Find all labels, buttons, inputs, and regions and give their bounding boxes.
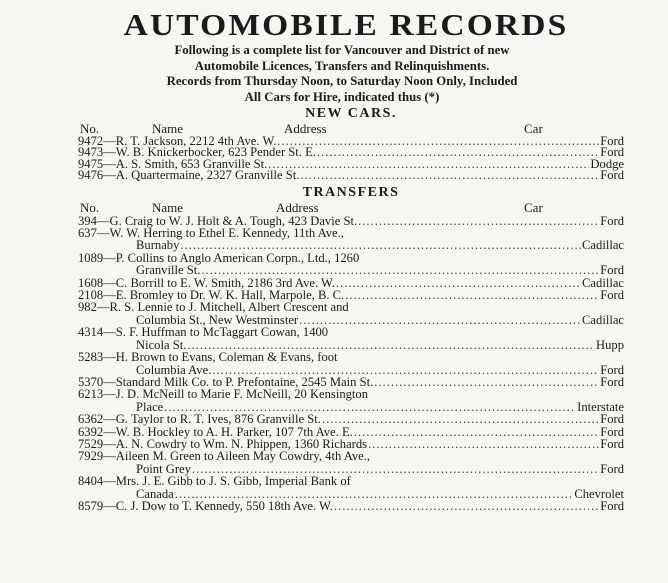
entry-line xyxy=(78,326,624,338)
entry-line xyxy=(78,413,624,425)
transfer-entry xyxy=(78,388,624,413)
entry-line xyxy=(78,264,624,276)
column-no: No. xyxy=(80,121,100,136)
leader-dots xyxy=(300,170,599,181)
page-title: AUTOMOBILE RECORDS xyxy=(123,7,569,42)
transfers-list xyxy=(78,215,624,513)
entry-line xyxy=(78,301,624,313)
transfer-entry xyxy=(78,475,624,500)
entry-text: 394—G. Craig to W. J. Holt & A. Tough, 423 Davie St. xyxy=(78,213,358,228)
entry-text: Burnaby xyxy=(136,238,180,253)
car-make: Ford xyxy=(600,288,624,303)
car-make: Chevrolet xyxy=(574,486,624,501)
entry-line xyxy=(78,475,624,487)
leader-dots xyxy=(345,289,599,301)
entry-text: Granville St. xyxy=(136,263,201,278)
leader-dots xyxy=(180,239,581,251)
entry-line xyxy=(78,170,624,181)
intro-line: Automobile Licences, Transfers and Relinquishments. xyxy=(194,58,490,73)
transfer-entry xyxy=(78,326,624,351)
entry-text: Canada xyxy=(136,486,174,501)
entry-text: 9473—W. B. Knickerbocker, 623 Pender St. E. xyxy=(78,145,316,160)
entry-line xyxy=(78,388,624,400)
transfer-entry xyxy=(78,252,624,277)
transfer-entry xyxy=(78,450,624,475)
leader-dots xyxy=(268,159,589,170)
entry-line xyxy=(78,239,624,251)
car-make: Ford xyxy=(600,436,624,451)
car-make: Cadillac xyxy=(582,238,624,253)
car-make: Ford xyxy=(600,362,624,377)
leader-dots xyxy=(299,314,581,326)
new-cars-list xyxy=(78,136,624,182)
intro-line: Records from Thursday Noon, to Saturday Noon Only, Included xyxy=(166,74,518,88)
leader-dots xyxy=(201,264,599,276)
entry-text: 7929—Aileen M. Green to Aileen May Cowdry, 4th Ave., xyxy=(78,449,371,464)
car-make: Ford xyxy=(600,498,624,513)
entry-text: 5370—Standard Milk Co. to P. Prefontaine, 2545 Main St. xyxy=(78,374,374,389)
entry-text: Place xyxy=(136,399,164,414)
entry-text: 4314—S. F. Huffman to McTaggart Cowan, 1400 xyxy=(78,325,329,340)
transfers-column-header xyxy=(78,201,624,215)
entry-text: 9476—A. Quartermaine, 2327 Granville St. xyxy=(78,168,300,183)
column-car: Car xyxy=(524,199,543,215)
entry-text: 2108—E. Bromley to Dr. W. K. Hall, Marpole, B. C. xyxy=(78,288,345,303)
transfers-heading: TRANSFERS xyxy=(302,184,400,200)
entry-text: 1089—P. Collins to Anglo American Corpn., Ltd., 1260 xyxy=(78,250,360,265)
leader-dots xyxy=(277,136,599,147)
entry-text: 7529—A. N. Cowdry to Wm. N. Phippen, 1360 Richards xyxy=(78,436,368,451)
entry-text: Columbia Ave. xyxy=(136,362,212,377)
entry-text: 1608—C. Borrill to E. W. Smith, 2186 3rd Ave. W. xyxy=(78,275,335,290)
column-car: Car xyxy=(524,121,543,136)
entry-text: 6213—J. D. McNeill to Marie F. McNeill, 20 Kensington xyxy=(78,387,369,402)
entry-text: 5283—H. Brown to Evans, Coleman & Evans, foot xyxy=(78,350,338,365)
new-car-entry xyxy=(78,170,624,181)
entry-text: 982—R. S. Lennie to J. Mitchell, Albert Crescent and xyxy=(78,300,349,315)
entry-line xyxy=(78,500,624,512)
intro-line: All Cars for Hire, indicated thus (*) xyxy=(244,89,440,104)
new-cars-heading: NEW CARS. xyxy=(305,106,397,121)
entry-text: 637—W. W. Herring to Ethel E. Kennedy, 11th Ave., xyxy=(78,226,344,241)
leader-dots xyxy=(374,376,599,388)
car-make: Ford xyxy=(600,461,624,476)
column-no: No. xyxy=(80,199,100,215)
car-make: Cadillac xyxy=(582,312,624,327)
leader-dots xyxy=(354,426,599,438)
entry-text: Columbia St., New Westminster xyxy=(136,312,299,327)
intro-line: Following is a complete list for Vancouver and District of new xyxy=(174,43,510,57)
car-make: Ford xyxy=(600,263,624,278)
entry-text: 8579—C. J. Dow to T. Kennedy, 550 18th Ave. W. xyxy=(78,498,333,513)
column-name: Name xyxy=(152,121,184,136)
car-make: Cadillac xyxy=(582,275,624,290)
entry-text: Point Grey xyxy=(136,461,191,476)
leader-dots xyxy=(317,147,599,158)
car-make: Ford xyxy=(600,145,624,160)
car-make: Ford xyxy=(600,134,624,148)
leader-dots xyxy=(336,277,581,289)
leader-dots xyxy=(334,500,599,512)
car-make: Interstate xyxy=(577,399,624,414)
column-name: Name xyxy=(152,199,184,215)
entry-line xyxy=(78,450,624,462)
leader-dots xyxy=(322,413,599,425)
transfer-entry xyxy=(78,500,624,512)
car-make: Ford xyxy=(600,412,624,427)
car-make: Dodge xyxy=(590,156,624,171)
entry-text: 9475—A. S. Smith, 653 Granville St. xyxy=(78,156,268,171)
entry-line xyxy=(78,351,624,363)
transfer-entry xyxy=(78,227,624,252)
car-make: Hupp xyxy=(596,337,624,352)
column-address: Address xyxy=(284,121,327,136)
leader-dots xyxy=(368,438,599,450)
car-make: Ford xyxy=(600,213,624,228)
transfer-entry xyxy=(78,351,624,376)
car-make: Ford xyxy=(600,374,624,389)
entry-text: Nicola St. xyxy=(136,337,187,352)
car-make: Ford xyxy=(600,424,624,439)
transfer-entry xyxy=(78,301,624,326)
entry-text: 6362—G. Taylor to R. T. Ives, 876 Granville St. xyxy=(78,412,321,427)
entry-text: 9472—R. T. Jackson, 2212 4th Ave. W. xyxy=(78,134,277,148)
entry-text: 8404—Mrs. J. E. Gibb to J. S. Gibb, Imperial Bank of xyxy=(78,474,351,489)
transfer-entry xyxy=(78,413,624,425)
car-make: Ford xyxy=(600,168,624,183)
column-address: Address xyxy=(276,199,319,215)
leader-dots xyxy=(358,215,599,227)
entry-text: 6392—W. B. Hockley to A. H. Parker, 107 7th Ave. E. xyxy=(78,424,353,439)
intro-block xyxy=(78,43,624,105)
